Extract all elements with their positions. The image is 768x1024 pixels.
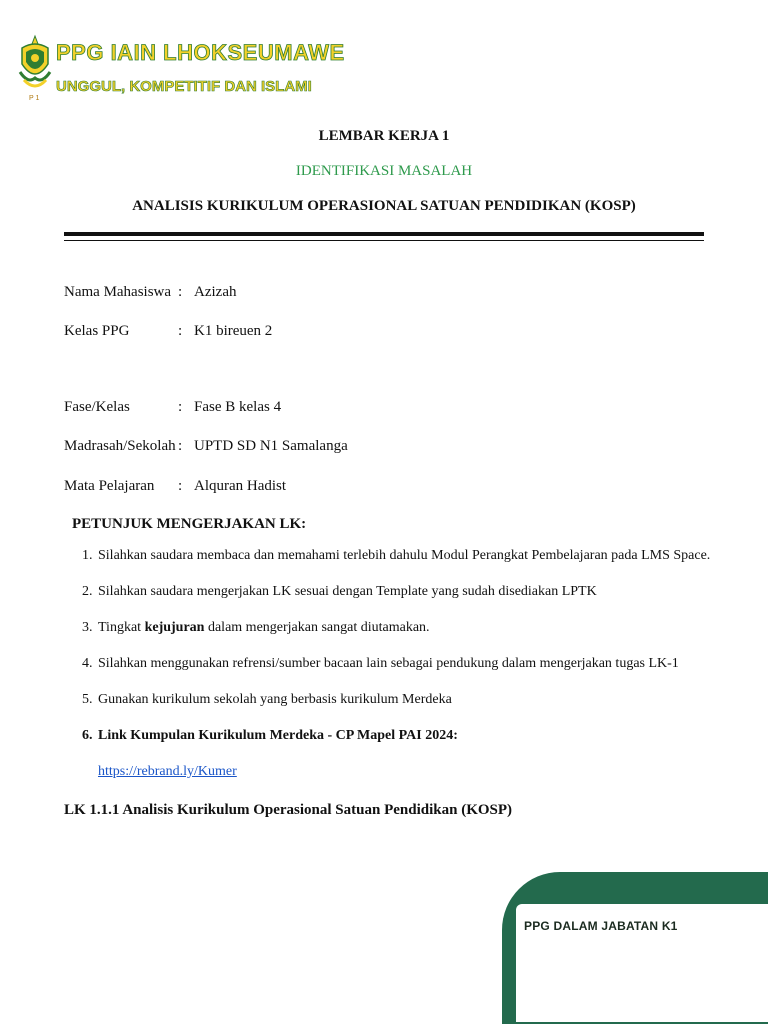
logo-tagline: UNGGUL, KOMPETITIF DAN ISLAMI <box>56 78 312 95</box>
section-title: LK 1.1.1 Analisis Kurikulum Operasional Satuan Pendidikan (KOSP) <box>64 802 513 818</box>
field-value: Fase B kelas 4 <box>194 399 282 415</box>
field-colon: : <box>178 284 183 300</box>
doc-heading: ANALISIS KURIKULUM OPERASIONAL SATUAN PENDIDIKAN (KOSP) <box>132 198 636 214</box>
doc-subtitle: IDENTIFIKASI MASALAH <box>295 163 473 179</box>
field-value: Alquran Hadist <box>194 478 287 494</box>
field-label: Mata Pelajaran <box>64 478 155 494</box>
field-label: Kelas PPG <box>64 323 130 339</box>
emblem-icon <box>18 34 52 108</box>
field-colon: : <box>178 399 183 415</box>
field-colon: : <box>178 323 183 339</box>
list-text: Link Kumpulan Kurikulum Merdeka - CP Mapel PAI 2024: <box>98 728 458 743</box>
list-text: Silahkan menggunakan refrensi/sumber bacaan lain sebagai pendukung dalam mengerjakan tugas LK-1 <box>98 656 679 671</box>
field-label: Fase/Kelas <box>64 399 130 415</box>
list-text: Silahkan saudara mengerjakan LK sesuai dengan Template yang sudah disediakan LPTK <box>98 584 597 599</box>
list-item <box>72 620 712 656</box>
logo-title: PPG IAIN LHOKSEUMAWE <box>56 40 345 65</box>
list-number: 4. <box>82 656 93 671</box>
list-text-pre: Tingkat <box>98 620 145 635</box>
list-number: 6. <box>82 728 93 743</box>
field-colon: : <box>178 478 183 494</box>
header-divider-thin <box>64 240 704 241</box>
field-value: UPTD SD N1 Samalanga <box>194 438 348 454</box>
list-text-post: dalam mengerjakan sangat diutamakan. <box>204 620 430 635</box>
field-colon: : <box>178 438 183 454</box>
list-item <box>72 584 712 620</box>
list-item <box>72 548 712 584</box>
list-text-emphasis: kejujuran <box>144 620 205 635</box>
footer-card-label: PPG DALAM JABATAN K1 <box>524 919 678 933</box>
doc-title: LEMBAR KERJA 1 <box>318 128 450 144</box>
list-item <box>72 656 712 692</box>
list-text: Silahkan saudara membaca dan memahami terlebih dahulu Modul Perangkat Pembelajaran pada LMS Space. <box>98 548 711 563</box>
list-item <box>72 728 712 764</box>
field-label: Nama Mahasiswa <box>64 284 172 300</box>
instructions-heading: PETUNJUK MENGERJAKAN LK: <box>72 516 307 532</box>
header-divider-thick <box>64 232 704 236</box>
kurikulum-link[interactable]: https://rebrand.ly/Kumer <box>98 764 237 779</box>
field-value: K1 bireuen 2 <box>194 323 273 339</box>
ppg-logo <box>18 34 345 114</box>
instructions-list <box>72 548 712 764</box>
field-label: Madrasah/Sekolah <box>64 438 176 454</box>
list-item <box>72 692 712 728</box>
list-number: 1. <box>82 548 93 563</box>
field-value: Azizah <box>194 284 237 300</box>
list-number: 5. <box>82 692 93 707</box>
list-text: Gunakan kurikulum sekolah yang berbasis kurikulum Merdeka <box>98 692 452 707</box>
list-number: 3. <box>82 620 93 635</box>
logo-small-text: P 1 <box>29 95 40 102</box>
list-number: 2. <box>82 584 93 599</box>
